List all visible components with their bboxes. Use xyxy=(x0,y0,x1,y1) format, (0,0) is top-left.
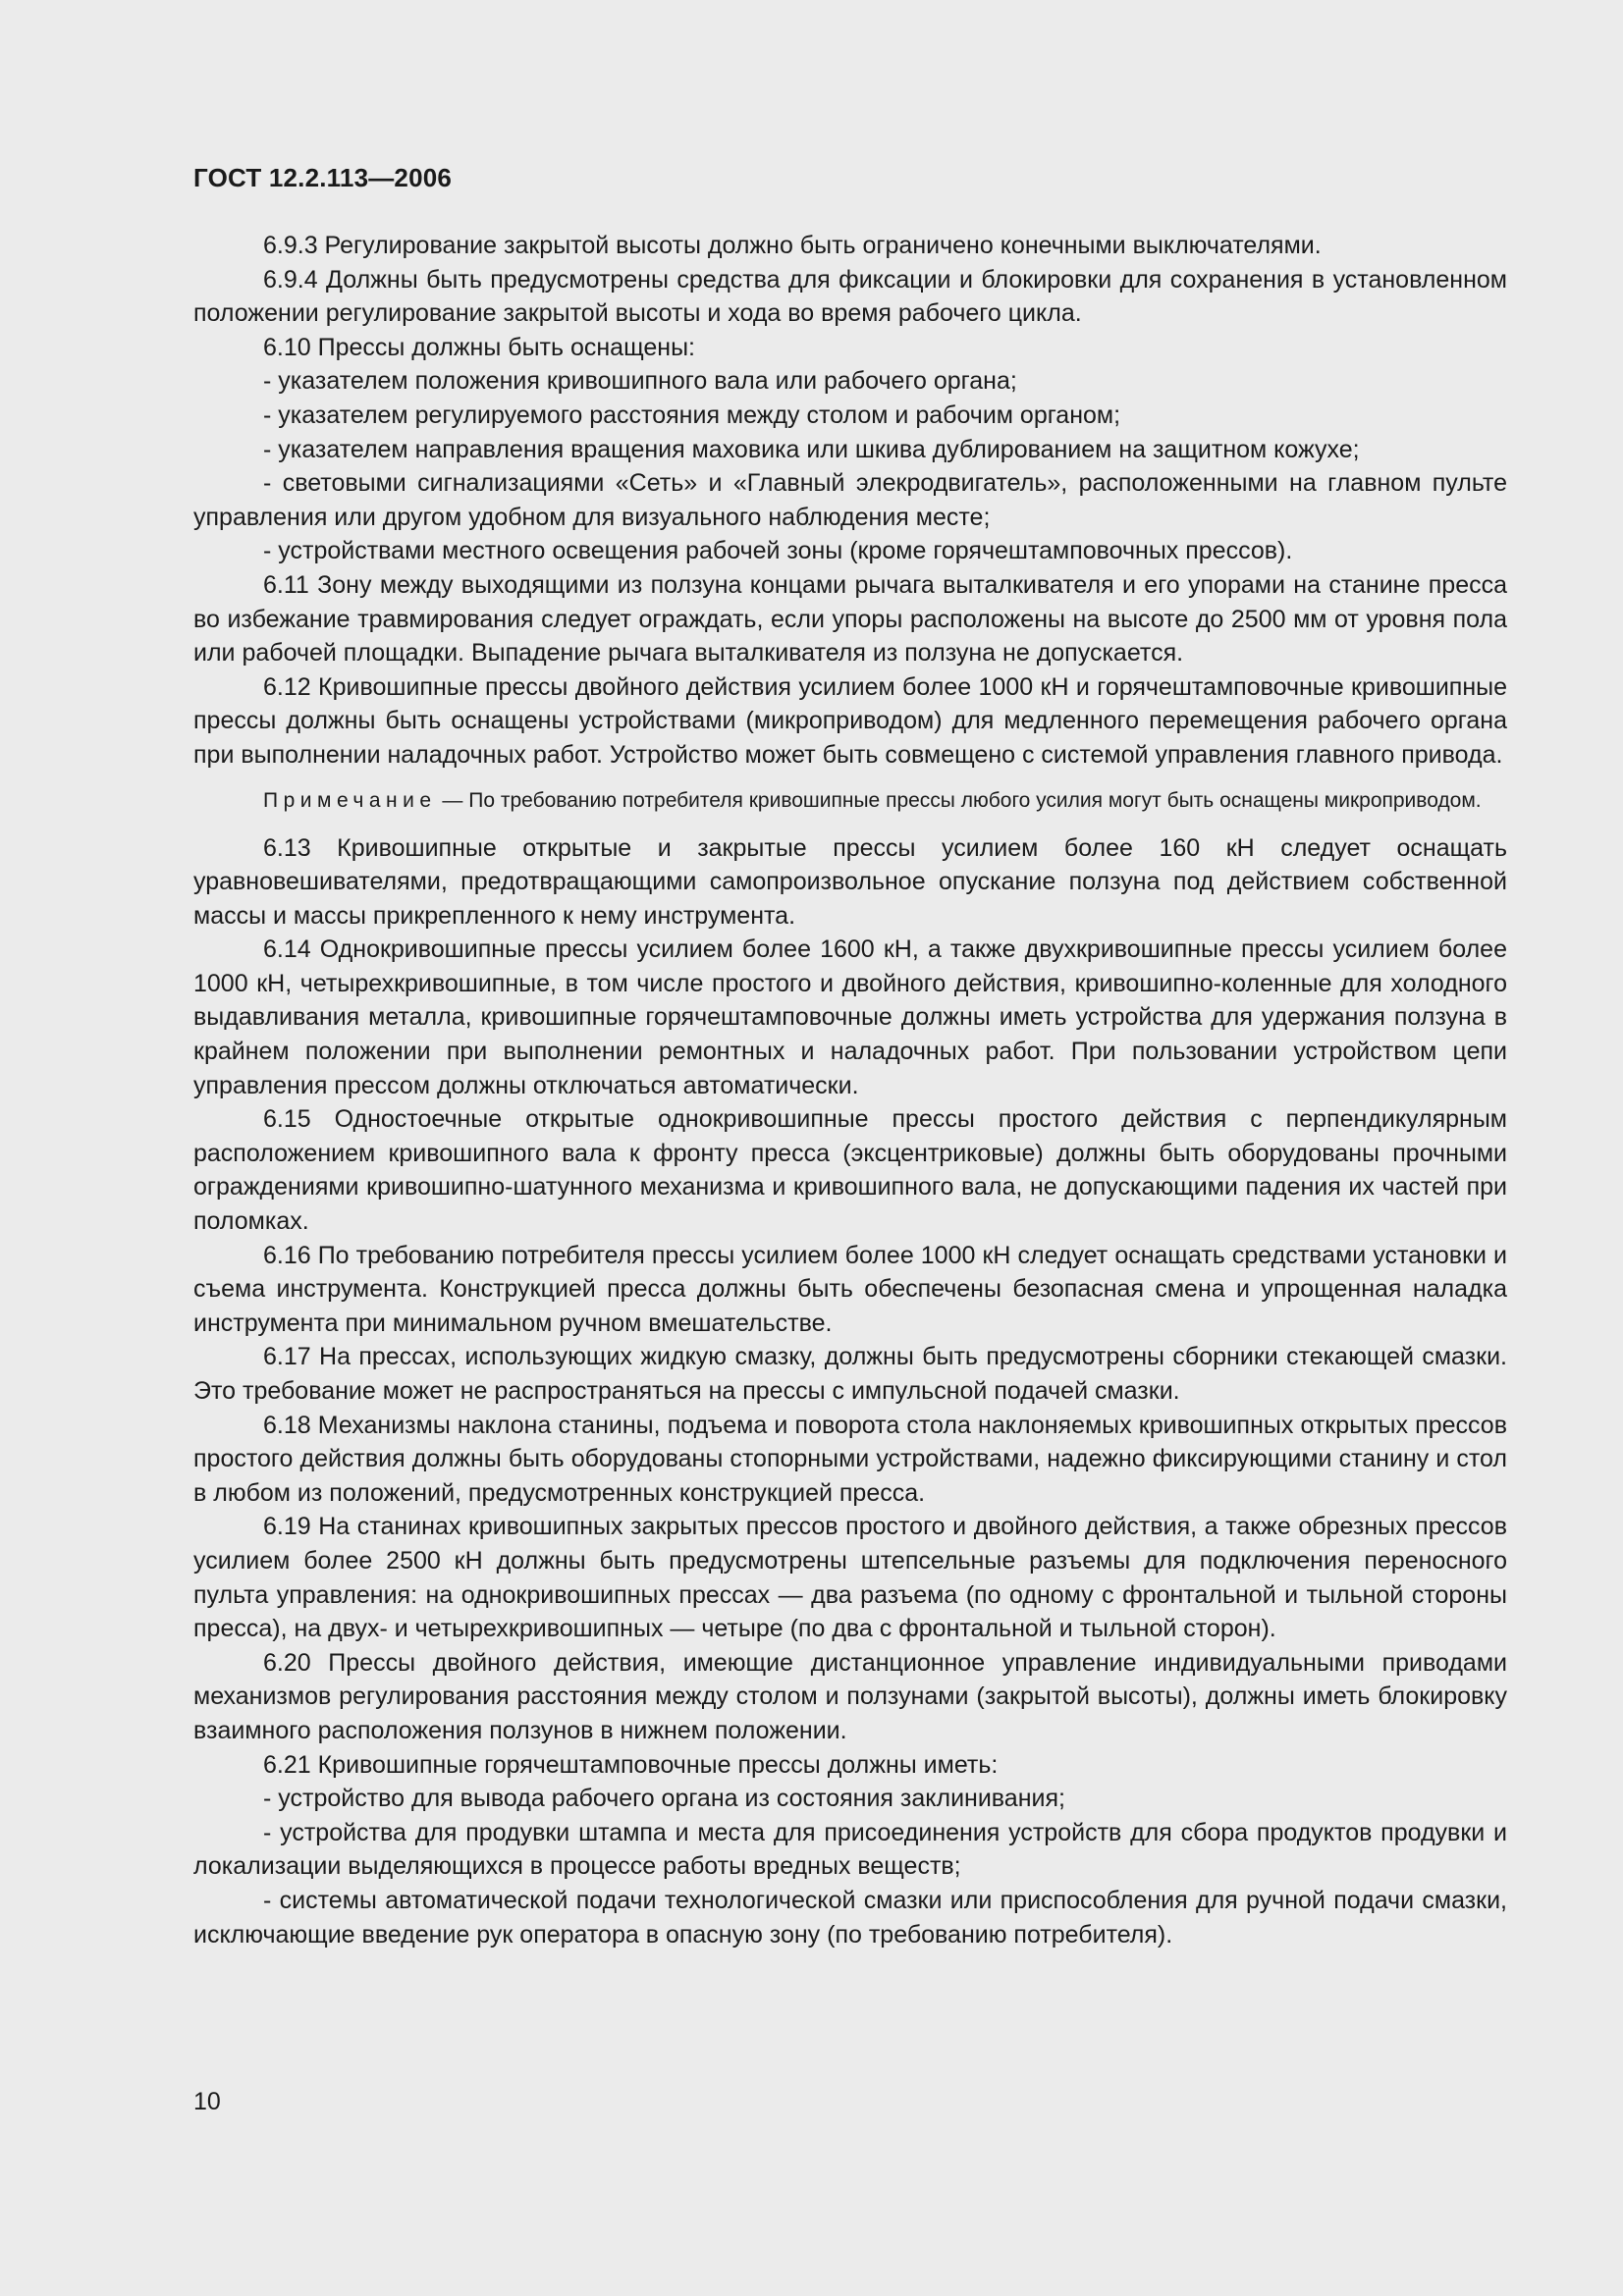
list-item-distance-indicator: - указателем регулируемого расстояния между столом и рабочим органом; xyxy=(263,400,1121,429)
paragraph-6-9-3: 6.9.3 Регулирование закрытой высоты должно быть ограничено конечными выключателями. xyxy=(263,232,1322,259)
paragraph-6-21: 6.21 Кривошипные горячештамповочные прессы должны иметь: xyxy=(263,1750,999,1779)
note xyxy=(193,786,1507,816)
paragraph-6-11: 6.11 Зону между выходящими из ползуна концами рычага выталкивателя и его упорами на станине пресса во избежание травмирования следует ограждать, если упоры расположены на высоте до 2500 мм от уровня пола или рабочей площадки. Выпадение рычага выталкивателя из ползуна не допускается. xyxy=(193,570,1507,667)
note-label: Примечание xyxy=(263,788,437,812)
list-item-local-lighting: - устройствами местного освещения рабочей зоны (кроме горячештамповочных прессов). xyxy=(263,537,1293,565)
paragraph-6-9-4: 6.9.4 Должны быть предусмотрены средства для фиксации и блокировки для сохранения в установленном положении регулирование закрытой высоты и хода во время рабочего цикла. xyxy=(193,265,1507,328)
list-item-rotation-direction-indicator: - указателем направления вращения маховика или шкива дублированием на защитном кожухе; xyxy=(263,435,1360,463)
paragraph-6-13: 6.13 Кривошипные открытые и закрытые прессы усилием более 160 кН следует оснащать уравновешивателями, предотвращающими самопроизвольное опускание ползуна под действием собственной массы и массы прикрепленного к нему инструмента. xyxy=(193,833,1507,930)
document-header-title: ГОСТ 12.2.113—2006 xyxy=(193,163,453,192)
list-item-lubrication-systems: - системы автоматической подачи технологической смазки или приспособления для ручной подачи смазки, исключающие введение рук оператора в опасную зону (по требованию потребителя). xyxy=(193,1886,1507,1949)
list-item-unjamming-device: - устройство для вывода рабочего органа из состояния заклинивания; xyxy=(263,1785,1065,1813)
paragraph-6-12: 6.12 Кривошипные прессы двойного действия усилием более 1000 кН и горячештамповочные кривошипные прессы должны быть оснащены устройствами (микроприводом) для медленного перемещения рабочего органа при выполнении наладочных работ. Устройство может быть совмещено с системой управления главного привода. xyxy=(193,672,1507,769)
list-item-light-signals: - световыми сигнализациями «Сеть» и «Главный элекродвигатель», расположенными на главном пульте управления или другом удобном для визуального наблюдения месте; xyxy=(193,469,1507,531)
paragraph-6-19: 6.19 На станинах кривошипных закрытых прессов простого и двойного действия, а также обрезных прессов усилием более 2500 кН должны быть предусмотрены штепсельные разъемы для подключения переносного пульта управления: на однокривошипных прессах — два разъема (по одному с фронтальной и тыльной стороны пресса), на двух- и четырехкривошипных — четыре (по два с фронтальной и тыльной сторон). xyxy=(193,1513,1507,1643)
note-text: — По требованию потребителя кривошипные прессы любого усилия могут быть оснащены микроприводом. xyxy=(442,788,1482,812)
paragraph-6-20: 6.20 Прессы двойного действия, имеющие дистанционное управление индивидуальными приводами механизмов регулирования расстояния между столом и ползунами (закрытой высоты), должны иметь блокировку взаимного расположения ползунов в нижнем положении. xyxy=(193,1648,1507,1744)
list-item-shaft-position-indicator: - указателем положения кривошипного вала или рабочего органа; xyxy=(263,367,1017,396)
paragraph-6-17: 6.17 На прессах, использующих жидкую смазку, должны быть предусмотрены сборники стекающей смазки. Это требование может не распространяться на прессы с импульсной подачей смазки. xyxy=(193,1343,1507,1405)
document-body xyxy=(193,229,1507,1951)
paragraph-6-18: 6.18 Механизмы наклона станины, подъема и поворота стола наклоняемых кривошипных открытых прессов простого действия должны быть оборудованы стопорными устройствами, надежно фиксирующими станину и стол в любом из положений, предусмотренных конструкцией пресса. xyxy=(193,1411,1507,1507)
paragraph-6-15: 6.15 Одностоечные открытые однокривошипные прессы простого действия с перпендикулярным расположением кривошипного вала к фронту пресса (эксцентриковые) должны быть оборудованы прочными ограждениями кривошипно-шатунного механизма и кривошипного вала, не допускающими падения их частей при поломках. xyxy=(193,1105,1507,1236)
page-number: 10 xyxy=(193,2088,221,2115)
paragraph-6-16: 6.16 По требованию потребителя прессы усилием более 1000 кН следует оснащать средствами установки и съема инструмента. Конструкцией пресса должны быть обеспечены безопасная смена и упрощенная наладка инструмента при минимальном ручном вмешательстве. xyxy=(193,1241,1507,1337)
paragraph-6-10: 6.10 Прессы должны быть оснащены: xyxy=(263,333,696,361)
paragraph-6-14: 6.14 Однокривошипные прессы усилием более 1600 кН, а также двухкривошипные прессы усилием более 1000 кН, четырехкривошипные, в том числе простого и двойного действия, кривошипно-коленные для холодного выдавливания металла, кривошипные горячештамповочные должны иметь устройства для удержания ползуна в крайнем положении при выполнении ремонтных и наладочных работ. При пользовании устройством цепи управления прессом должны отключаться автоматически. xyxy=(193,935,1507,1099)
list-item-blowing-devices: - устройства для продувки штампа и места для присоединения устройств для сбора продуктов продувки и локализации выделяющихся в процессе работы вредных веществ; xyxy=(193,1818,1507,1881)
